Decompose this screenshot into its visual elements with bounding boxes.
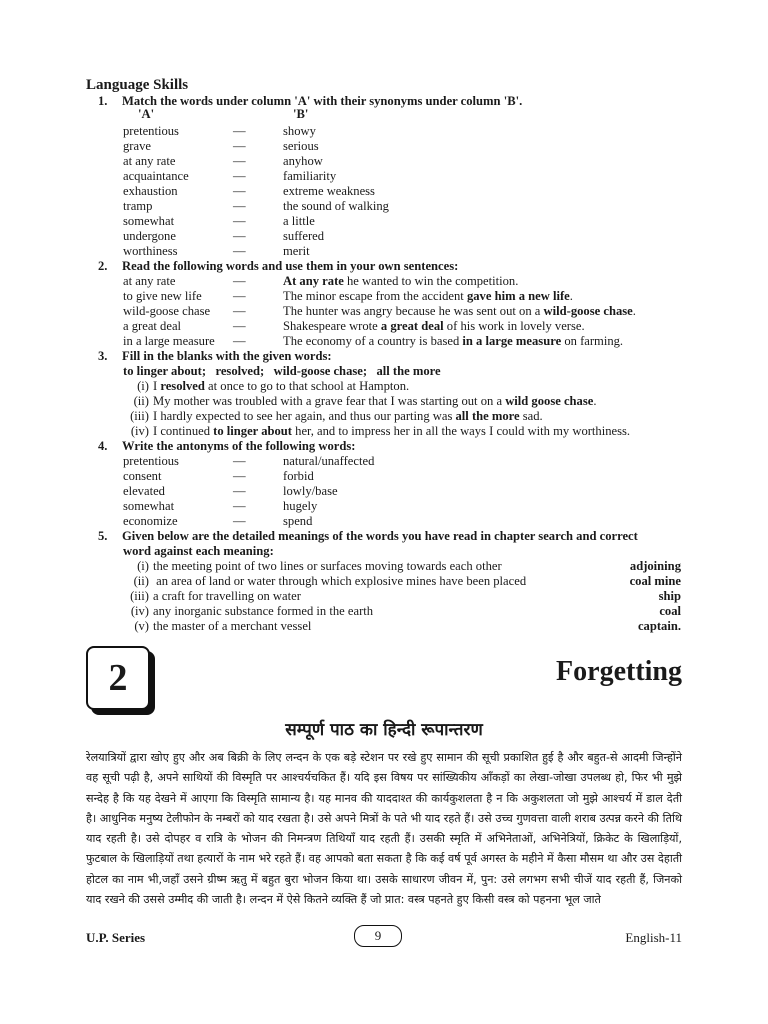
question-3 <box>98 349 698 364</box>
fill-row: (ii) My mother was troubled with a grave fear that I was starting out on a wild goose chase. <box>133 394 597 408</box>
meaning-row: (i) the meeting point of two lines or surfaces moving towards each other adjoining <box>137 559 681 573</box>
question-4 <box>98 439 698 454</box>
chapter-number: 2 <box>108 657 128 699</box>
question-number: 5. <box>98 529 108 543</box>
fill-row: (i) I resolved at once to go to that school at Hampton. <box>137 379 410 393</box>
column-b-header: 'B' <box>293 107 309 121</box>
fill-row: (iv) I continued to linger about her, and to impress her in all the ways I could with my worthiness. <box>130 424 631 438</box>
question-text: Given below are the detailed meanings of the words you have read in chapter search and correct <box>122 529 638 543</box>
word-bank: to linger about; resolved; wild-goose chase; all the more <box>123 364 441 378</box>
column-a-header: 'A' <box>138 107 155 121</box>
fill-row: (iii) I hardly expected to see her again, and thus our parting was all the more sad. <box>130 409 543 423</box>
chapter-number-box <box>86 646 150 710</box>
question-number: 1. <box>98 94 108 108</box>
textbook-page: Language Skills 1. Match the words under column 'A' with their synonyms under column 'B'. 'A' 'B' pretentious — showy grave — serious at any rate — anyhow acquaintance — familiarity exhaustion — extreme weakness tramp — the sound of walking somewhat — a little undergone — suffered worthiness — merit 2. Read the following words and use them in your own sentences: at any rate — At any rate he wanted to win the competition. to give new life — The minor escape from the accident gave him a new life. wild-goose chase — The hunter was angry because he was sent out on a wild-goose chase. a great deal — Shakespeare wrote a great deal of his work in lovely verse. in a large measure — The economy of a country is based in a large measure on farming. 3. Fill in the blanks with the given words: to linger about; resolved; wild-goose chase; all the more (i) I resolved at once to go to that school at Hampton. (ii) My mother was troubled with a grave fear that I was starting out on a wild goose chase. (iii) I hardly expected to see her again, and thus our parting was all the more sad. (iv) I continued to linger about her, and to impress her in all the ways I could with my worthiness. 4. Write the antonyms of the following words: pretentious — natural/unaffected consent — forbid elevated — lowly/base somewhat — hugely economize — spend 5. Given below are the detailed meanings of the words you have read in chapter search and correct word against each meaning: (i) the meeting point of two lines or surfaces moving towards each other adjoining (ii) an area of land or water through which explosive mines have been placed coal mine (iii) a craft for travelling on water ship (iv) any inorganic substance formed in the earth coal (v) the master of a merchant vessel captain. 2 Forgetting सम्पूर्ण पाठ का हिन्दी रूपान्तरण रेलयात्रियों द्वारा खोए हुए और अब बिक्री के लिए लन्दन के एक बड़े स्टेशन पर रखे हुए सामान की सूची प्रकाशित हुई है और बहुत-से आदमी जिन्होंने वह सूची पढ़ी है, अपने साथियों की विस्मृति पर आश्चर्यचकित हैं। यदि इस विषय पर सांख्यिकीय आँकड़ों का लेखा-जोखा उपलब्ध हो, फिर भी मुझे सन्देह है कि यह देखने में आएगा कि विस्मृति सामान्य है। यह मानव की याददाश्त की कार्यकुशलता है न कि अकुशलता जो मुझे आश्चर्य में डाल देती है। आधुनिक मनुष्य टेलीफोन के नम्बरों को याद रखता है। उसे अपने मित्रों के पते भी याद रहते हैं। उसे उच्च गुणवत्ता वाली शराब उत्पन्न करने की तिथि याद रहती है। उसे दोपहर व रात्रि के भोजन की निमन्त्रण तिथियाँ याद रहती हैं। उसकी स्मृति में अभिनेताओं, अभिनेत्रियों, क्रिकेट के खिलाड़ियों, फुटबाल के खिलाड़ियों तथा हत्यारों के नाम भरे रहते हैं। वह आपको बता सकता है कि कई वर्ष पूर्व अगस्त के महीने में कैसा मौसम था और उस देहाती होटल का नाम भी,जहाँ उसने ग्रीष्म ऋतु में बहुत बुरा भोजन किया था। उसके साधारण जीवन में, पुन: उसे लगभग सभी चीजें याद रहती हैं, जिनको याद रखने की उससे उम्मीद की जाती है। लन्दन में ऐसे कितने व्यक्ति हैं जो प्रात: वस्त्र पहनते हुए किसी वस्त्र को पहनना भूल जाते U.P. Series 9 English-11 <box>0 0 768 1024</box>
footer-subject: English-11 <box>625 930 682 945</box>
question-text: Fill in the blanks with the given words: <box>122 349 332 363</box>
meaning-row: (ii) an area of land or water through which explosive mines have been placed coal mine <box>133 574 681 588</box>
hindi-translation-title: सम्पूर्ण पाठ का हिन्दी रूपान्तरण <box>285 720 483 740</box>
question-number: 3. <box>98 349 108 363</box>
hindi-translation-paragraph: रेलयात्रियों द्वारा खोए हुए और अब बिक्री के लिए लन्दन के एक बड़े स्टेशन पर रखे हुए सामान की सूची प्रकाशित हुई है और बहुत-से आदमी जिन्होंने वह सूची पढ़ी है, अपने साथियों की विस्मृति पर आश्चर्यचकित हैं। यदि इस विषय पर सांख्यिकीय आँकड़ों का लेखा-जोखा उपलब्ध हो, फिर भी मुझे सन्देह है कि यह देखने में आएगा कि विस्मृति सामान्य है। यह मानव की याददाश्त की कार्यकुशलता है न कि अकुशलता जो मुझे आश्चर्य में डाल देती है। आधुनिक मनुष्य टेलीफोन के नम्बरों को याद रखता है। उसे अपने मित्रों के पते भी याद रहते हैं। उसे उच्च गुणवत्ता वाली शराब उत्पन्न करने की तिथि याद रहती है। उसे दोपहर व रात्रि के भोजन की निमन्त्रण तिथियाँ याद रहती हैं। उसकी स्मृति में अभिनेताओं, अभिनेत्रियों, क्रिकेट के खिलाड़ियों, फुटबाल के खिलाड़ियों तथा हत्यारों के नाम भरे रहते हैं। वह आपको बता सकता है कि कई वर्ष पूर्व अगस्त के महीने में कैसा मौसम था और उस देहाती होटल का नाम भी,जहाँ उसने ग्रीष्म ऋतु में बहुत बुरा भोजन किया था। उसके साधारण जीवन में, पुन: उसे लगभग सभी चीजें याद रहती हैं, जिनको याद रखने की उससे उम्मीद की जाती है। लन्दन में ऐसे कितने व्यक्ति हैं जो प्रात: वस्त्र पहनते हुए किसी वस्त्र को पहनना भूल जाते <box>86 751 682 907</box>
meaning-row: (v) the master of a merchant vessel captain. <box>134 619 681 633</box>
question-number: 2. <box>98 259 108 273</box>
page-number: 9 <box>354 925 402 947</box>
footer-series: U.P. Series <box>86 930 146 945</box>
meaning-row: (iv) any inorganic substance formed in the earth coal <box>130 604 681 618</box>
question-text: Write the antonyms of the following words: <box>122 439 356 453</box>
question-text: Read the following words and use them in your own sentences: <box>122 259 459 273</box>
meaning-row: (iii) a craft for travelling on water ship <box>130 589 681 603</box>
question-number: 4. <box>98 439 108 453</box>
question-5-line-2: word against each meaning: <box>123 544 274 558</box>
question-text: Match the words under column 'A' with their synonyms under column 'B'. <box>122 94 523 108</box>
section-title: Language Skills <box>86 77 189 93</box>
question-2 <box>98 259 698 274</box>
chapter-title: Forgetting <box>556 656 682 687</box>
question-5 <box>98 529 688 544</box>
question-1 <box>98 94 698 109</box>
